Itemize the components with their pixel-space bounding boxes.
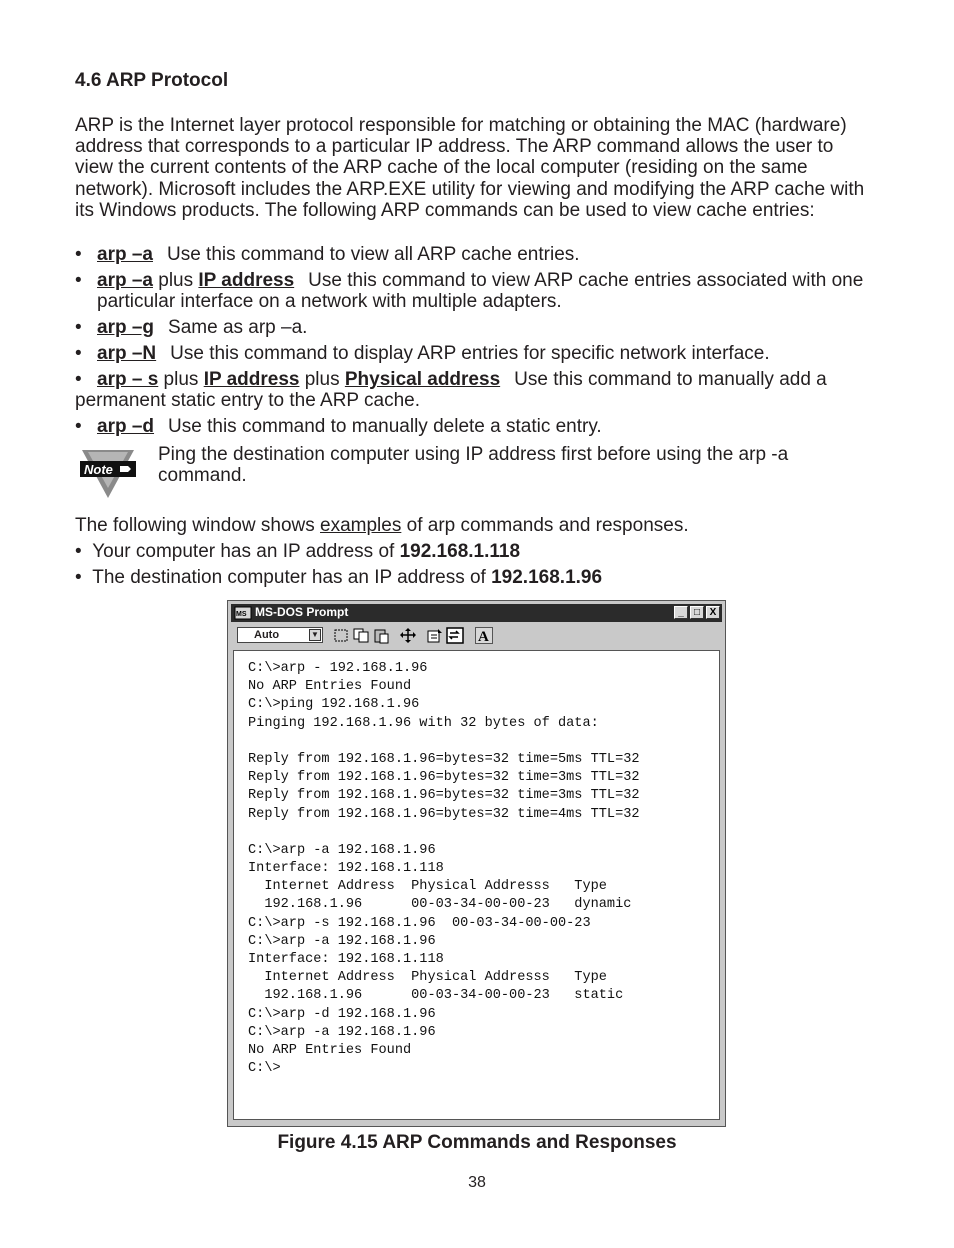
fact-your-ip — [75, 541, 520, 563]
terminal-line: C:\>ping 192.168.1.96 — [248, 697, 420, 713]
command-item-arp-n — [75, 343, 875, 364]
command-item-arp-a-ip — [75, 270, 875, 312]
command-description: Use this command to display ARP entries for specific network interface. — [170, 343, 770, 364]
fact-text: Your computer has an IP address of — [92, 541, 400, 562]
note-icon — [80, 448, 136, 500]
window-intro — [75, 515, 689, 537]
window-titlebar[interactable] — [231, 604, 722, 622]
terminal-line: C:\>arp -a 192.168.1.96 — [248, 1024, 436, 1040]
terminal-line: C:\>arp -d 192.168.1.96 — [248, 1006, 436, 1022]
properties-icon[interactable] — [426, 627, 444, 644]
terminal-line: Internet Address Physical Addresss Type — [248, 970, 607, 986]
font-size-select[interactable] — [237, 627, 323, 643]
close-button[interactable]: X — [706, 606, 720, 619]
terminal-line: Reply from 192.168.1.96=bytes=32 time=5ms TTL=32 — [248, 751, 640, 767]
fact-text: The destination computer has an IP address of — [92, 567, 492, 588]
section-heading: 4.6 ARP Protocol — [75, 70, 229, 91]
window-title: MS-DOS Prompt — [255, 605, 349, 619]
bullet-mark: • — [75, 541, 82, 562]
command-name: arp –d — [97, 416, 155, 437]
command-name: arp – s — [97, 369, 159, 390]
page-number: 38 — [468, 1174, 486, 1191]
copy-icon[interactable] — [352, 627, 370, 644]
bullet-mark: • — [75, 369, 82, 390]
terminal-line: C:\>arp -a 192.168.1.96 — [248, 933, 436, 949]
background-icon[interactable] — [446, 627, 464, 644]
terminal-lines — [248, 660, 640, 1078]
terminal-line: 192.168.1.96 00-03-34-00-00-23 dynamic — [248, 897, 632, 913]
bullet-mark: • — [75, 343, 82, 364]
maximize-button[interactable]: □ — [690, 606, 704, 619]
bullet-mark: • — [75, 244, 82, 265]
terminal-line: C:\> — [248, 1061, 281, 1077]
window-toolbar — [231, 624, 722, 646]
command-name: arp –N — [97, 343, 157, 364]
bullet-mark: • — [75, 416, 82, 437]
examples-text: examples — [320, 515, 402, 536]
note-text: Ping the destination computer using IP address first before using the arp -a command. — [158, 444, 789, 487]
plus-word: plus — [158, 270, 194, 291]
ip-value: 192.168.1.118 — [399, 541, 521, 562]
plus-word: plus — [304, 369, 340, 390]
terminal-line: Reply from 192.168.1.96=bytes=32 time=3ms TTL=32 — [248, 770, 640, 786]
bullet-mark: • — [75, 567, 82, 588]
svg-text:MS: MS — [236, 611, 247, 618]
intro-text-after: of arp commands and responses. — [401, 515, 689, 536]
command-name: arp –a — [97, 270, 153, 291]
terminal-line: Interface: 192.168.1.118 — [248, 861, 444, 877]
terminal-line: Internet Address Physical Addresss Type — [248, 879, 607, 895]
command-argument: Physical address — [344, 369, 501, 390]
fact-destination-ip — [75, 567, 602, 589]
command-item-arp-d — [75, 416, 875, 437]
bullet-mark: • — [75, 270, 82, 291]
terminal-line: Pinging 192.168.1.96 with 32 bytes of data: — [248, 715, 599, 731]
terminal-output[interactable] — [233, 650, 720, 1120]
terminal-line: C:\>arp -a 192.168.1.96 — [248, 842, 436, 858]
ip-value: 192.168.1.96 — [491, 567, 603, 588]
command-name: arp –a — [97, 244, 153, 265]
msdos-app-icon — [234, 606, 252, 620]
terminal-line: No ARP Entries Found — [248, 679, 412, 695]
terminal-line: C:\>arp -s 192.168.1.96 00-03-34-00-00-23 — [248, 915, 591, 931]
font-icon[interactable] — [475, 627, 493, 644]
plus-word: plus — [163, 369, 199, 390]
note-icon-label: Note — [84, 462, 113, 477]
command-argument: IP address — [198, 270, 295, 291]
command-description: Use this command to view all ARP cache entries. — [166, 244, 580, 265]
command-argument: IP address — [203, 369, 300, 390]
command-description: Use this command to view ARP cache entries associated with one particular interface on a network with multiple adapters. — [97, 270, 864, 313]
terminal-line: C:\>arp - 192.168.1.96 — [248, 661, 428, 676]
command-name: arp –g — [97, 317, 155, 338]
command-item-arp-s — [75, 369, 875, 411]
paste-icon[interactable] — [372, 627, 390, 644]
intro-text-before: The following window shows — [75, 515, 321, 536]
command-item-arp-g — [75, 317, 875, 338]
terminal-line: Reply from 192.168.1.96=bytes=32 time=4ms TTL=32 — [248, 806, 640, 822]
terminal-line — [248, 824, 640, 842]
chevron-down-icon[interactable]: ▼ — [309, 629, 321, 641]
command-description: Use this command to manually delete a static entry. — [168, 416, 602, 437]
msdos-window — [227, 600, 726, 1127]
terminal-line: 192.168.1.96 00-03-34-00-00-23 static — [248, 988, 624, 1004]
bullet-mark: • — [75, 317, 82, 338]
mark-icon[interactable] — [332, 627, 350, 644]
font-size-value: Auto — [254, 629, 280, 641]
terminal-line: Reply from 192.168.1.96=bytes=32 time=3ms TTL=32 — [248, 788, 640, 804]
command-description: Same as arp –a. — [168, 317, 308, 338]
terminal-line: Interface: 192.168.1.118 — [248, 952, 444, 967]
command-description: Use this command to manually add a permanent static entry to the ARP cache. — [75, 369, 827, 412]
terminal-line — [248, 733, 640, 751]
fullscreen-icon[interactable] — [399, 627, 417, 644]
figure-caption: Figure 4.15 ARP Commands and Responses — [277, 1132, 677, 1153]
minimize-button[interactable]: _ — [674, 606, 688, 619]
terminal-line: No ARP Entries Found — [248, 1042, 412, 1058]
font-icon-letter: A — [478, 629, 489, 644]
intro-paragraph: ARP is the Internet layer protocol responsible for matching or obtaining the MAC (hardware) address that corresponds to a particular IP address. The ARP command allows the user to view the current contents of the ARP cache of the local computer (residing on the same network). Microsoft includes the ARP.EXE utility for viewing and modifying the ARP cache with its Windows products. The following ARP commands can be used to view cache entries: — [75, 115, 865, 221]
command-item-arp-a — [75, 244, 875, 265]
